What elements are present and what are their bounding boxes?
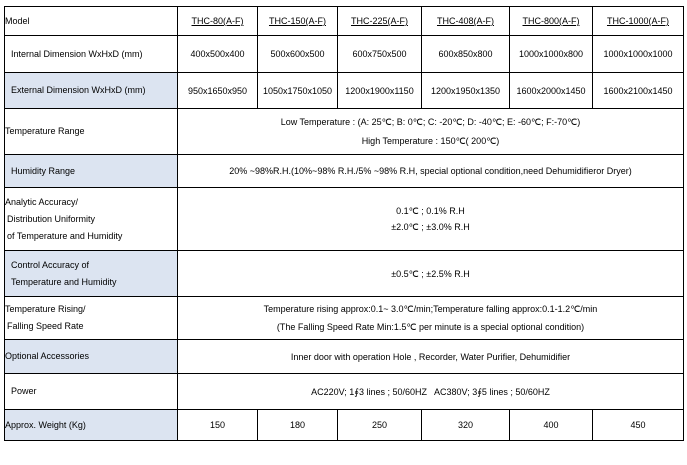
low-temperature-text: Low Temperature : (A: 25℃; B: 0℃; C: -20℃; D: -40℃; E: -60℃; F:-70℃) — [280, 117, 581, 127]
table-cell: 1000x1000x1000 — [593, 36, 684, 73]
row-label-line: Temperature Rising/ — [5, 304, 86, 314]
model-header-cell — [178, 7, 258, 36]
value-line: ±2.0℃ ; ±3.0% R.H — [391, 222, 470, 232]
model-header-cell — [593, 7, 684, 36]
control-accuracy-value: ±0.5℃ ; ±2.5% R.H — [178, 251, 684, 297]
row-label — [5, 297, 178, 340]
value-line: 0.1℃ ; 0.1% R.H — [396, 206, 465, 216]
temperature-range-row — [5, 109, 684, 155]
speed-rate-value — [178, 297, 684, 340]
table-cell: 150 — [178, 410, 258, 441]
value-line: (The Falling Speed Rate Min:1.5℃ per minute is a special optional condition) — [276, 322, 585, 332]
temperature-range-value — [178, 109, 684, 155]
power-row — [5, 374, 684, 410]
table-cell: 320 — [422, 410, 510, 441]
row-label-line: of Temperature and Humidity — [7, 230, 123, 241]
table-cell: 1050x1750x1050 — [258, 73, 338, 109]
model-label: Model — [5, 7, 178, 36]
specification-table — [4, 6, 684, 441]
analytic-accuracy-row — [5, 188, 684, 251]
table-cell: 450 — [593, 410, 684, 441]
accessories-value: Inner door with operation Hole , Recorder, Water Purifier, Dehumidifier — [178, 340, 684, 374]
row-label — [5, 251, 178, 297]
model-name: THC-1000(A-F) — [606, 16, 669, 26]
table-cell: 400 — [510, 410, 593, 441]
high-temperature-text: High Temperature : 150℃( 200℃) — [361, 136, 500, 146]
model-header-cell — [258, 7, 338, 36]
row-label: Power — [5, 374, 178, 410]
row-label: External Dimension WxHxD (mm) — [5, 73, 178, 109]
row-label: Humidity Range — [5, 155, 178, 188]
external-dimension-row — [5, 73, 684, 109]
model-header-cell — [422, 7, 510, 36]
model-name: THC-80(A-F) — [191, 16, 244, 26]
row-label — [5, 188, 178, 251]
internal-dimension-row — [5, 36, 684, 73]
model-header-cell — [338, 7, 422, 36]
row-label: Approx. Weight (Kg) — [5, 410, 178, 441]
table-cell: 1600x2100x1450 — [593, 73, 684, 109]
row-label-line: Distribution Uniformity — [7, 213, 96, 224]
accessories-row — [5, 340, 684, 374]
table-cell: 1000x1000x800 — [510, 36, 593, 73]
humidity-range-value: 20% ~98%R.H.(10%~98% R.H./5% ~98% R.H, special optional condition,need Dehumidifieror Dryer) — [178, 155, 684, 188]
row-label-line: Analytic Accuracy/ — [5, 196, 79, 207]
model-header-cell — [510, 7, 593, 36]
analytic-accuracy-value — [178, 188, 684, 251]
table-cell: 500x600x500 — [258, 36, 338, 73]
table-cell: 950x1650x950 — [178, 73, 258, 109]
table-cell: 250 — [338, 410, 422, 441]
row-label-line: Control Accuracy of — [11, 259, 90, 270]
row-label: Internal Dimension WxHxD (mm) — [5, 36, 178, 73]
row-label-line: Falling Speed Rate — [7, 321, 84, 331]
value-line: Temperature rising approx:0.1~ 3.0℃/min;Temperature falling approx:0.1-1.2℃/min — [263, 304, 598, 314]
model-name: THC-408(A-F) — [436, 16, 494, 26]
weight-row — [5, 410, 684, 441]
table-cell: 1600x2000x1450 — [510, 73, 593, 109]
power-value: AC220V; 1∮3 lines ; 50/60HZ AC380V; 3∮5 lines ; 50/60HZ — [178, 374, 684, 410]
model-name: THC-800(A-F) — [522, 16, 580, 26]
row-label: Temperature Range — [5, 109, 178, 155]
row-label: Optional Accessories — [5, 340, 178, 374]
model-name: THC-150(A-F) — [268, 16, 326, 26]
table-cell: 400x500x400 — [178, 36, 258, 73]
header-row — [5, 7, 684, 36]
table-cell: 600x750x500 — [338, 36, 422, 73]
control-accuracy-row — [5, 251, 684, 297]
row-label-line: Temperature and Humidity — [11, 276, 117, 287]
table-cell: 600x850x800 — [422, 36, 510, 73]
table-cell: 180 — [258, 410, 338, 441]
humidity-range-row — [5, 155, 684, 188]
speed-rate-row — [5, 297, 684, 340]
model-name: THC-225(A-F) — [350, 16, 408, 26]
table-cell: 1200x1950x1350 — [422, 73, 510, 109]
table-cell: 1200x1900x1150 — [338, 73, 422, 109]
